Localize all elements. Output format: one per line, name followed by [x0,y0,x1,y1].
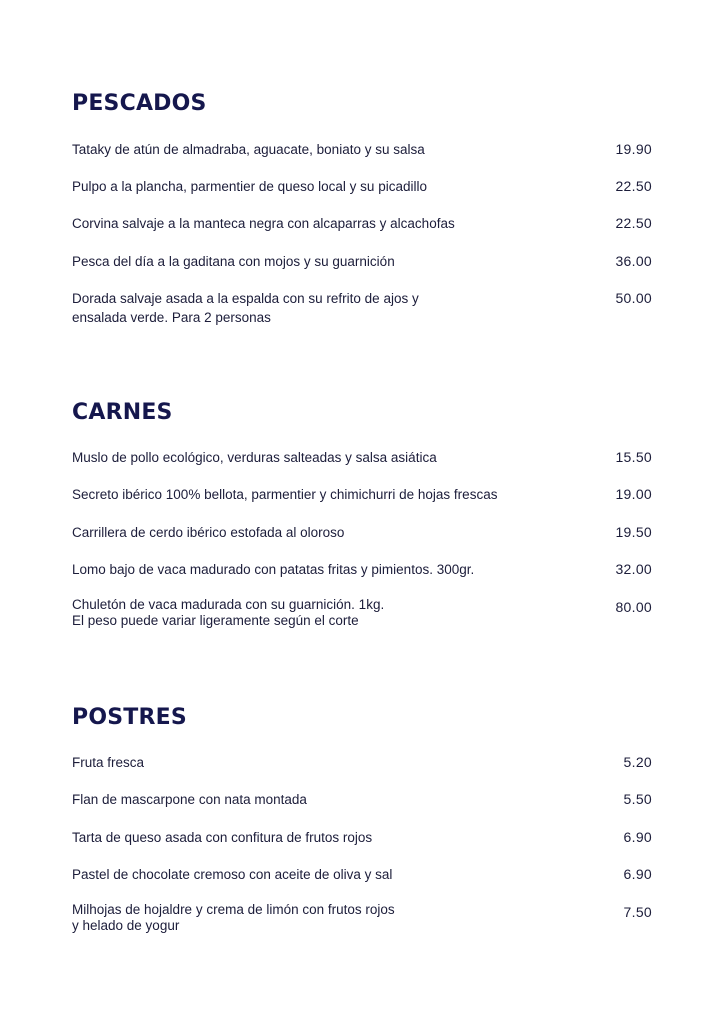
item-price: 5.50 [623,791,652,807]
item-description: Milhojas de hojaldre y crema de limón con frutos rojos y helado de yogur [72,902,395,933]
item-price: 19.90 [615,141,652,157]
menu-item [72,177,652,196]
item-price: 15.50 [615,449,652,465]
item-description: Dorada salvaje asada a la espalda con su refrito de ajos y ensalada verde. Para 2 personas [72,291,419,325]
menu-item [72,140,652,159]
menu-item [72,523,652,542]
item-description: Flan de mascarpone con nata montada [72,792,307,807]
menu-item [72,214,652,233]
section-title-carnes: CARNES [72,400,173,425]
item-price: 36.00 [615,253,652,269]
item-price: 7.50 [623,904,652,920]
menu-item [72,289,652,327]
menu-item [72,485,652,504]
item-price: 6.90 [623,866,652,882]
menu-item [72,597,652,629]
item-description: Pulpo a la plancha, parmentier de queso local y su picadillo [72,179,427,194]
item-description: Fruta fresca [72,755,145,770]
menu-item [72,560,652,579]
menu-item [72,902,652,934]
item-price: 6.90 [623,829,652,845]
item-description: Corvina salvaje a la manteca negra con alcaparras y alcachofas [72,216,455,231]
menu-item [72,252,652,271]
item-description: Secreto ibérico 100% bellota, parmentier y chimichurri de hojas frescas [72,487,498,502]
item-description: Pesca del día a la gaditana con mojos y su guarnición [72,254,395,269]
item-price: 22.50 [615,215,652,231]
menu-item [72,753,652,772]
item-description: Tataky de atún de almadraba, aguacate, boniato y su salsa [72,142,425,157]
item-description: Muslo de pollo ecológico, verduras salteadas y salsa asiática [72,450,437,465]
item-price: 80.00 [615,599,652,615]
item-price: 50.00 [615,290,652,306]
item-price: 19.00 [615,486,652,502]
menu-item [72,865,652,884]
item-price: 5.20 [623,754,652,770]
menu-item [72,790,652,809]
menu-item [72,448,652,467]
menu-item [72,828,652,847]
item-price: 22.50 [615,178,652,194]
item-description: Carrillera de cerdo ibérico estofada al oloroso [72,525,345,540]
item-description: Lomo bajo de vaca madurado con patatas fritas y pimientos. 300gr. [72,562,475,577]
item-description: Pastel de chocolate cremoso con aceite de oliva y sal [72,867,393,882]
item-price: 32.00 [615,561,652,577]
section-title-postres: POSTRES [72,705,187,730]
item-price: 19.50 [615,524,652,540]
item-description: Chuletón de vaca madurada con su guarnición. 1kg. El peso puede variar ligeramente según el corte [72,597,385,628]
section-title-pescados: PESCADOS [72,91,207,116]
item-description: Tarta de queso asada con confitura de frutos rojos [72,830,373,845]
